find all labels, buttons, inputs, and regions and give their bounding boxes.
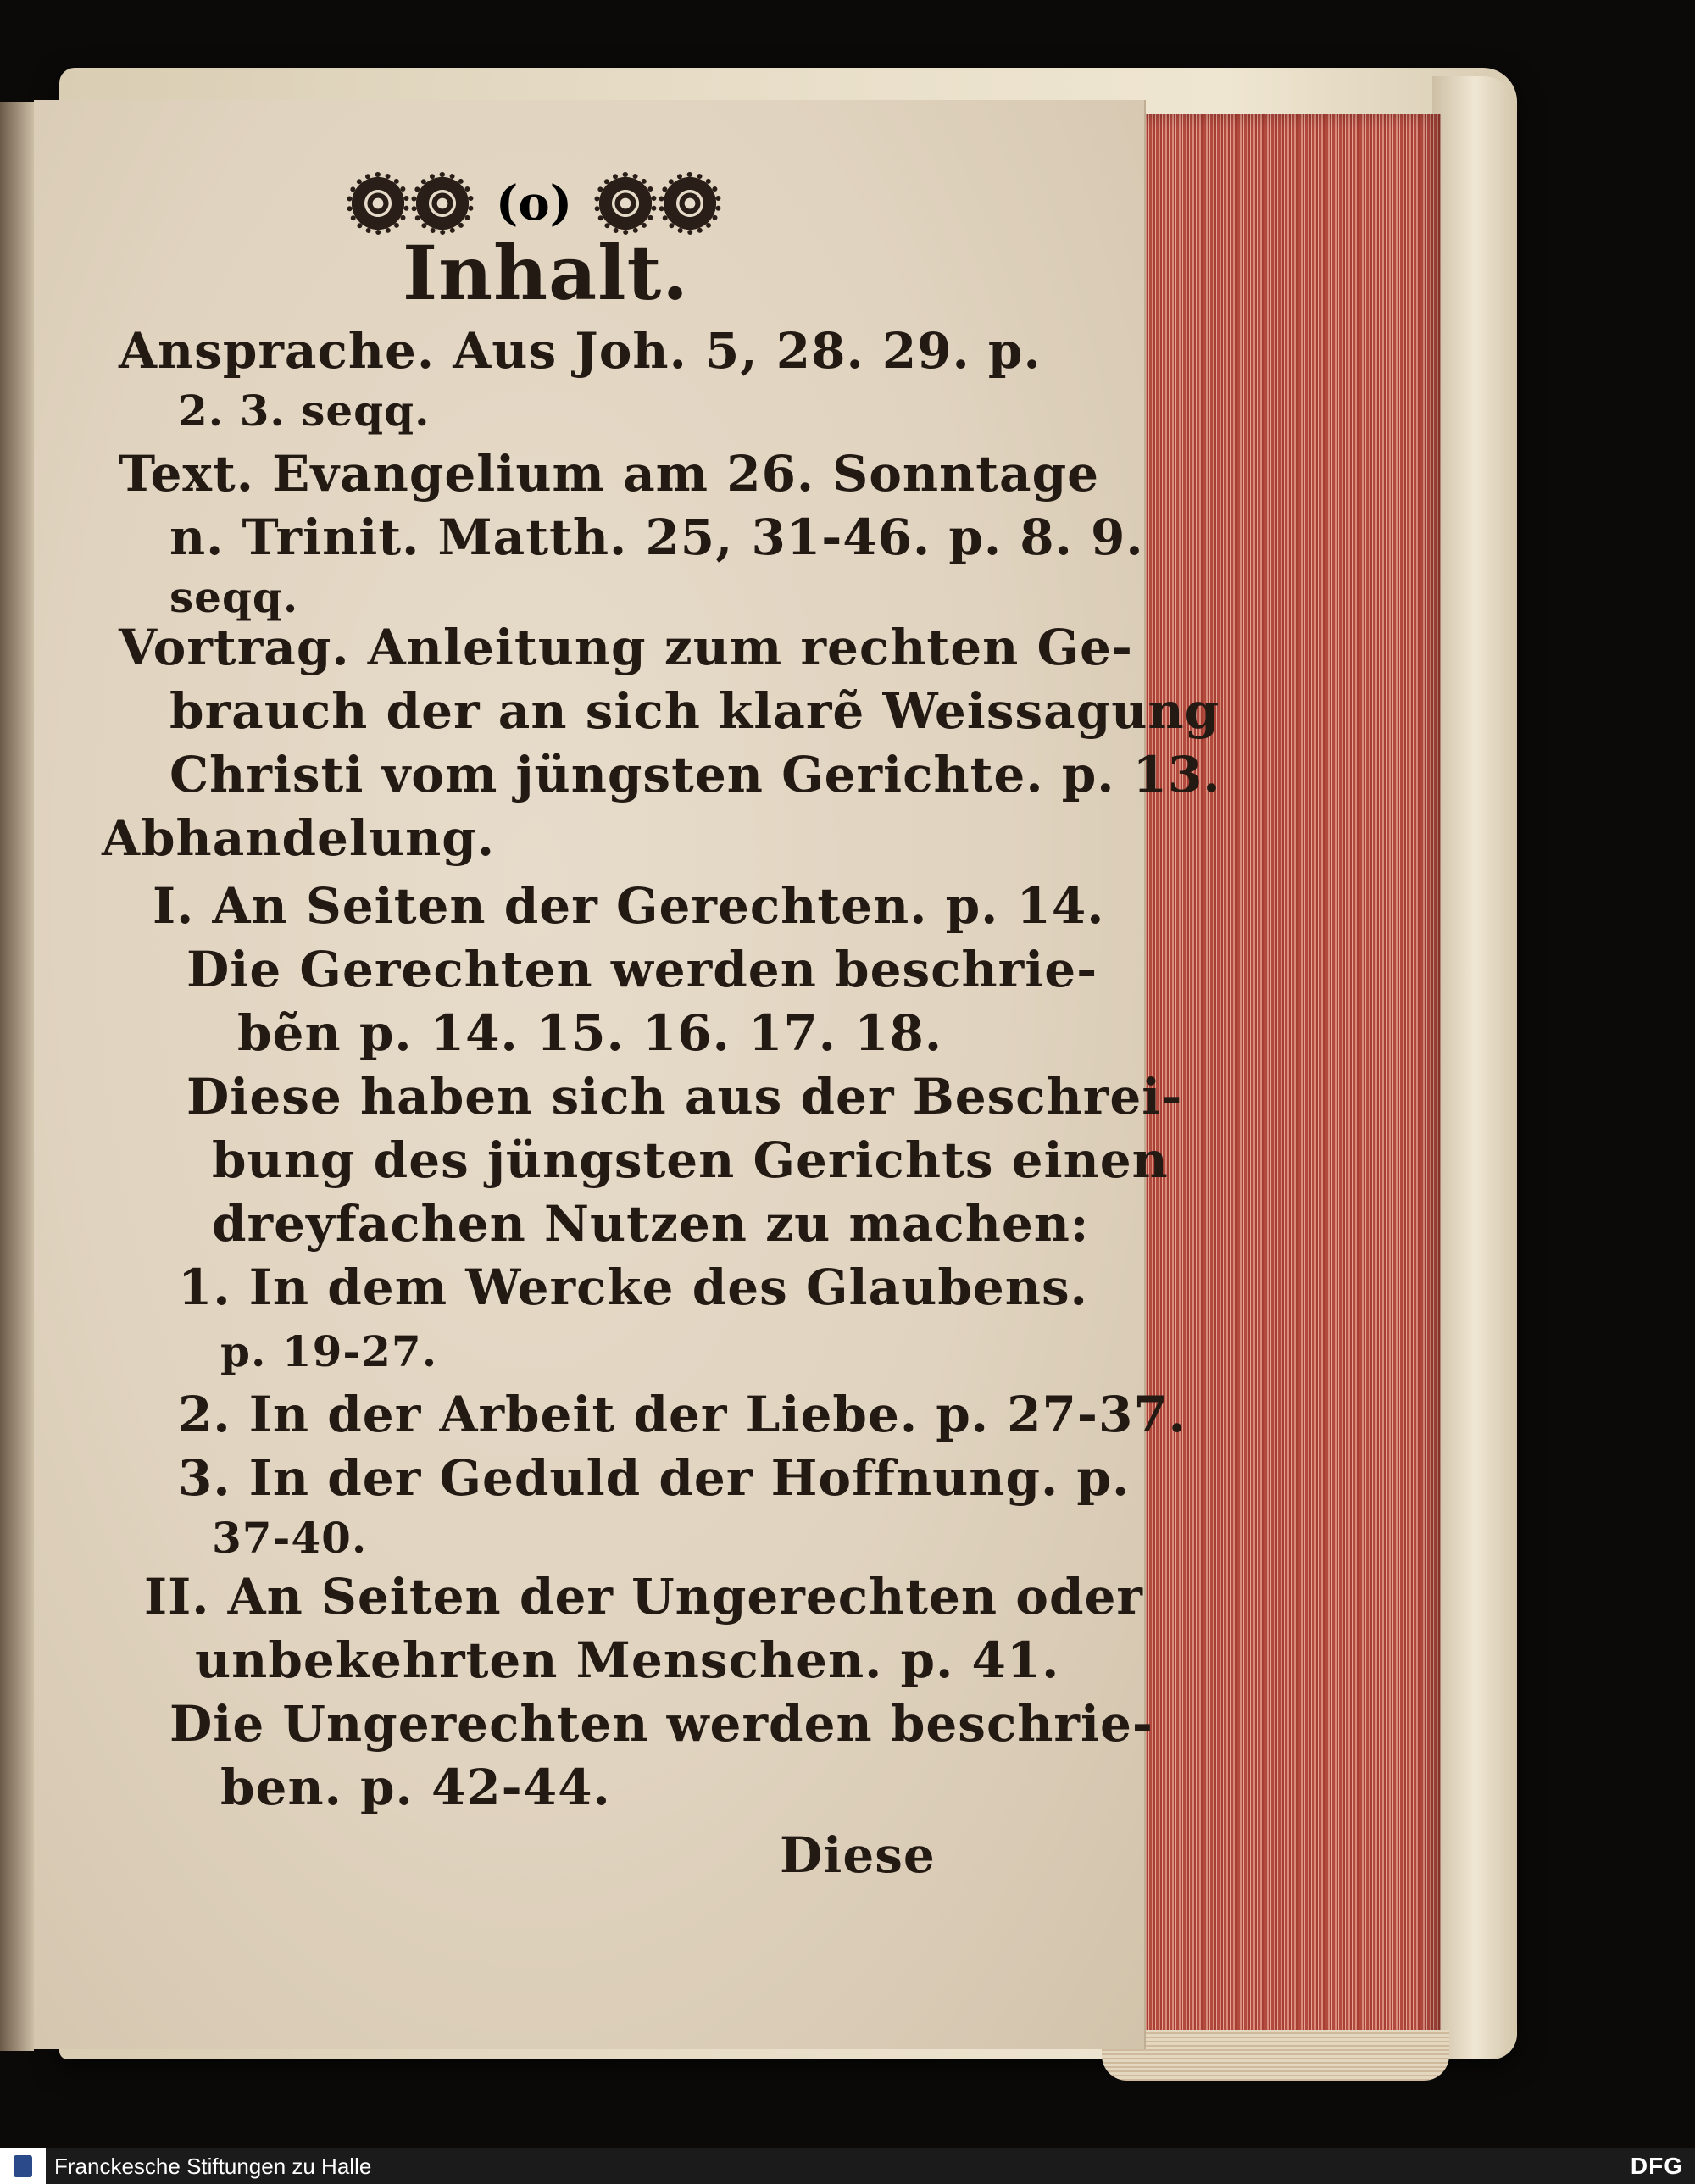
text-line: 37-40. [212, 1513, 368, 1563]
text-line: dreyfachen Nutzen zu machen: [212, 1195, 1090, 1253]
text-line: brauch der an sich klarẽ Weissagung [170, 682, 1220, 740]
rosette-ornament-icon [352, 177, 404, 230]
text-line: seqq. [170, 572, 299, 622]
text-line: I. An Seiten der Gerechten. p. 14. [153, 877, 1105, 935]
text-line: Vortrag. Anleitung zum rechten Ge- [119, 619, 1133, 676]
footer-left [0, 2148, 371, 2184]
text-line: 2. In der Arbeit der Liebe. p. 27-37. [178, 1386, 1186, 1443]
institution-name[interactable]: Franckesche Stiftungen zu Halle [54, 2153, 372, 2179]
building-icon [14, 2155, 32, 2177]
text-line: p. 19-27. [220, 1326, 438, 1376]
page-block-bottom [1102, 2030, 1449, 2081]
text-line: 3. In der Geduld der Hoffnung. p. [178, 1449, 1131, 1507]
rosette-ornament-icon [664, 177, 716, 230]
catchword: Diese [780, 1826, 936, 1884]
text-line: bung des jüngsten Gerichts einen [212, 1131, 1169, 1189]
text-line: Die Gerechten werden beschrie- [186, 941, 1098, 998]
funder-logo[interactable]: DFG [1630, 2153, 1683, 2179]
text-line: ben. p. 42-44. [220, 1759, 611, 1816]
text-line: Die Ungerechten werden beschrie- [170, 1695, 1153, 1753]
text-line: 1. In dem Wercke des Glaubens. [178, 1259, 1088, 1316]
text-line: Christi vom jüngsten Gerichte. p. 13. [170, 746, 1221, 803]
text-line: bẽn p. 14. 15. 16. 17. 18. [237, 1004, 943, 1062]
facing-page-edge [0, 102, 34, 2051]
folio-mark: (o) [495, 175, 573, 231]
rosette-ornament-icon [416, 177, 469, 230]
text-line: Diese haben sich aus der Beschrei- [186, 1068, 1183, 1125]
text-line: n. Trinit. Matth. 25, 31-46. p. 8. 9. [170, 508, 1144, 566]
page-title: Inhalt. [403, 229, 689, 317]
text-line: II. An Seiten der Ungerechten oder [144, 1568, 1143, 1625]
institution-logo[interactable] [0, 2148, 46, 2184]
text-line: Ansprache. Aus Joh. 5, 28. 29. p. [119, 322, 1042, 380]
viewer-footer [0, 2148, 1695, 2184]
text-line: Text. Evangelium am 26. Sonntage [119, 445, 1100, 503]
text-line: Abhandelung. [102, 809, 496, 867]
rosette-ornament-icon [599, 177, 652, 230]
text-line: unbekehrten Menschen. p. 41. [195, 1631, 1060, 1689]
text-line: 2. 3. seqq. [178, 386, 431, 436]
vellum-spine-edge [1432, 76, 1517, 2059]
